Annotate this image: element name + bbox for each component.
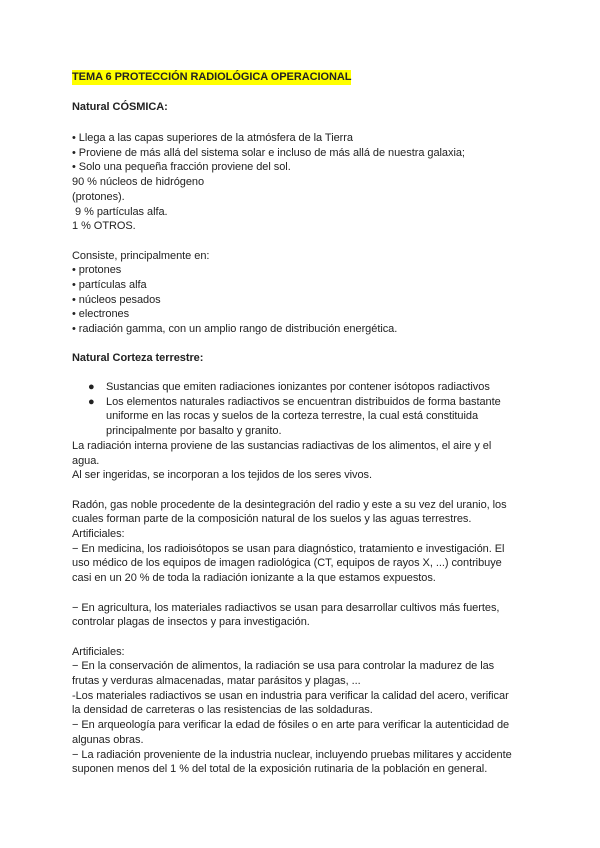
text-line: frutas y verduras almacenadas, matar parásitos y plagas, ... — [72, 675, 361, 687]
list-item-continuation: uniforme en las rocas y suelos de la corteza terrestre, la cual está constituida — [106, 410, 479, 423]
list-item: • núcleos pesados — [72, 293, 161, 306]
list-item: • electrones — [72, 308, 130, 321]
list-item: • partículas alfa — [72, 279, 147, 291]
list-item-continuation: principalmente por basalto y granito. — [106, 425, 282, 438]
text-line: 90 % núcleos de hidrógeno — [72, 176, 205, 189]
text-line: Al ser ingeridas, se incorporan a los tejidos de los seres vivos. — [72, 469, 373, 482]
text-line: − En arqueología para verificar la edad de fósiles o en arte para verificar la autenticidad de — [72, 719, 510, 732]
text-line: • Llega a las capas superiores de la atmósfera de la Tierra — [72, 132, 353, 144]
subheading-artificiales: Artificiales: — [72, 645, 125, 658]
text-line: uso médico de los equipos de imagen radiológica (CT, equipos de rayos X, ...) contribuye — [72, 557, 502, 570]
text-line: • Solo una pequeña fracción proviene del sol. — [72, 161, 291, 174]
text-line: controlar plagas de insectos y para investigación. — [72, 616, 310, 629]
section-heading-cosmica: Natural CÓSMICA: — [72, 101, 168, 113]
list-item: • radiación gamma, con un amplio rango de distribución energética. — [72, 323, 398, 336]
text-line: 9 % partículas alfa. — [72, 205, 168, 218]
text-line: Radón, gas noble procedente de la desintegración del radio y este a su vez del uranio, los — [72, 498, 507, 511]
section-heading-corteza: Natural Corteza terrestre: — [72, 352, 204, 364]
text-line: 1 % OTROS. — [72, 220, 136, 233]
text-line: (protones). — [72, 190, 125, 203]
text-line: -Los materiales radiactivos se usan en industria para verificar la calidad del acero, verificar — [72, 689, 509, 702]
bullet-icon: ● — [88, 381, 95, 393]
text-line: la densidad de carreteras o las resistencias de las soldaduras. — [72, 704, 373, 717]
text-line: − En medicina, los radioisótopos se usan para diagnóstico, tratamiento e investigación. El — [72, 542, 505, 555]
bullet-icon: ● — [88, 395, 95, 408]
text-line: suponen menos del 1 % del total de la exposición rutinaria de la población en general. — [72, 763, 488, 776]
text-line: − La radiación proveniente de la industria nuclear, incluyendo pruebas militares y accidente — [72, 748, 512, 761]
list-item: Sustancias que emiten radiaciones ionizantes por contener isótopos radiactivos — [106, 381, 490, 393]
text-line: − En la conservación de alimentos, la radiación se usa para controlar la madurez de las — [72, 660, 495, 673]
text-line: − En agricultura, los materiales radiactivos se usan para desarrollar cultivos más fuertes, — [72, 601, 500, 614]
list-item: • protones — [72, 264, 122, 277]
text-line: casi en un 20 % de toda la radiación ionizante a la que estamos expuestos. — [72, 572, 436, 585]
document-title: TEMA 6 PROTECCIÓN RADIOLÓGICA OPERACIONAL — [72, 71, 352, 83]
text-line: algunas obras. — [72, 733, 144, 746]
subheading-artificiales: Artificiales: — [72, 528, 125, 540]
text-line: cuales forman parte de la composición natural de los suelos y las aguas terrestres. — [72, 513, 472, 526]
text-line: La radiación interna proviene de las sustancias radiactivas de los alimentos, el aire y el — [72, 439, 492, 452]
text-line: agua. — [72, 454, 100, 467]
text-line: • Proviene de más allá del sistema solar e incluso de más allá de nuestra galaxia; — [72, 146, 465, 159]
text-line: Consiste, principalmente en: — [72, 249, 210, 262]
list-item: Los elementos naturales radiactivos se encuentran distribuidos de forma bastante — [106, 395, 501, 408]
